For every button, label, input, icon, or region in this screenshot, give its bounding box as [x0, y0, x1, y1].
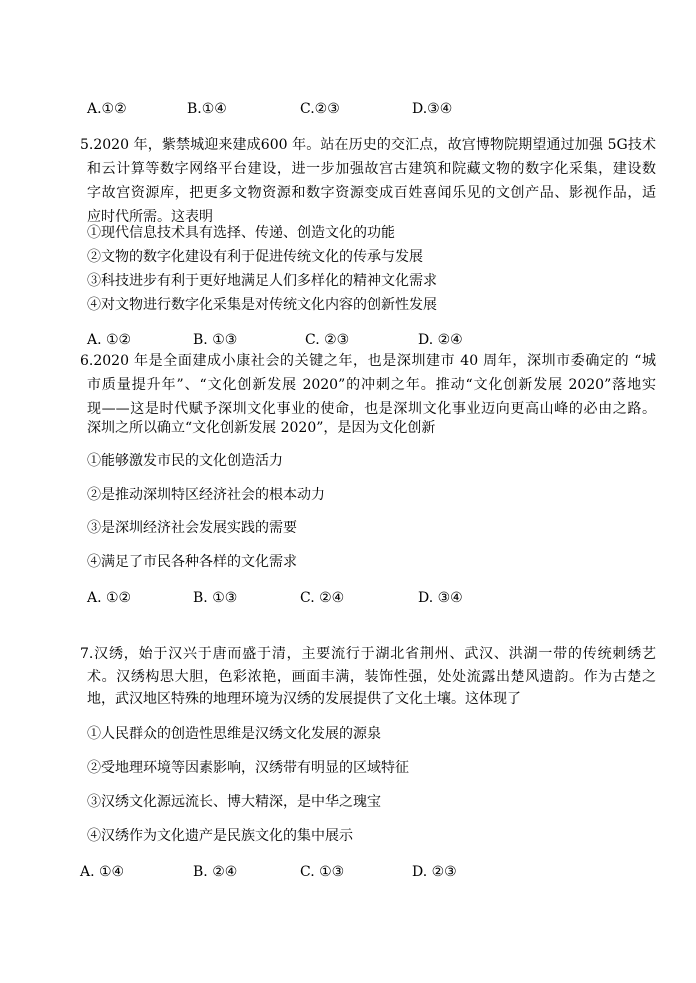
q7-option-b: B. ②④	[193, 864, 238, 880]
q5-statement-3: ③科技进步有利于更好地满足人们多样化的精神文化需求	[87, 273, 437, 289]
q7-option-a: A. ①④	[80, 864, 125, 880]
q7-statement-4: ④汉绣作为文化遗产是民族文化的集中展示	[87, 828, 353, 844]
q6-option-d: D. ③④	[418, 590, 463, 606]
q4-option-d: D.③④	[412, 101, 453, 117]
q6-option-c: C. ②④	[300, 590, 345, 606]
q5-option-a: A. ①②	[87, 332, 132, 348]
q7-stem-line-2: 术。汉绣构思大胆，色彩浓艳，画面丰满，装饰性强，处处流露出楚风遗韵。作为古楚之	[87, 669, 656, 685]
q7-stem-line-1: 7.汉绣，始于汉兴于唐而盛于清，主要流行于湖北省荆州、武汉、洪湖一带的传统刺绣艺	[80, 646, 656, 662]
q6-stem-line-2: 市质量提升年”、“文化创新发展 2020”的冲刺之年。推动“文化创新发展 2020”落地实	[87, 377, 656, 393]
q7-stem-line-3: 地，武汉地区特殊的地理环境为汉绣的发展提供了文化土壤。这体现了	[87, 691, 521, 707]
q4-option-a: A.①②	[87, 101, 127, 117]
q5-stem-line-3: 字故宫资源库，把更多文物资源和数字资源变成百姓喜闻乐见的文创产品、影视作品，适	[87, 185, 656, 201]
q7-option-d: D. ②③	[412, 864, 457, 880]
q6-option-b: B. ①③	[193, 590, 238, 606]
q7-statement-1: ①人民群众的创造性思维是汉绣文化发展的源泉	[87, 726, 381, 742]
q5-stem-line-4: 应时代所需。这表明	[87, 209, 213, 225]
q6-statement-2: ②是推动深圳特区经济社会的根本动力	[87, 487, 325, 503]
q4-option-c: C.②③	[300, 101, 340, 117]
q6-statement-3: ③是深圳经济社会发展实践的需要	[87, 520, 297, 536]
q7-statement-3: ③汉绣文化源远流长、博大精深，是中华之瑰宝	[87, 794, 381, 810]
q5-statement-1: ①现代信息技术具有选择、传递、创造文化的功能	[87, 225, 395, 241]
q6-stem-line-1: 6.2020 年是全面建成小康社会的关键之年，也是深圳建市 40 周年，深圳市委确定的 “城	[80, 353, 656, 369]
q4-option-b: B.①④	[187, 101, 227, 117]
q7-option-c: C. ①③	[300, 864, 345, 880]
q5-option-b: B. ①③	[193, 332, 238, 348]
q5-option-d: D. ②④	[418, 332, 463, 348]
q7-statement-2: ②受地理环境等因素影响，汉绣带有明显的区域特征	[87, 760, 409, 776]
q6-stem-line-4: 深圳之所以确立“文化创新发展 2020”，是因为文化创新	[87, 420, 436, 436]
q5-stem-line-2: 和云计算等数字网络平台建设，进一步加强故宫古建筑和院藏文物的数字化采集，建设数	[87, 161, 656, 177]
q5-statement-2: ②文物的数字化建设有利于促进传统文化的传承与发展	[87, 249, 423, 265]
q6-option-a: A. ①②	[87, 590, 132, 606]
q6-statement-1: ①能够激发市民的文化创造活力	[87, 453, 283, 469]
q5-stem-line-1: 5.2020 年，紫禁城迎来建成600 年。站在历史的交汇点，故宫博物院期望通过加强 5G技术	[80, 137, 656, 153]
q6-stem-line-3: 现——这是时代赋予深圳文化事业的使命，也是深圳文化事业迈向更高山峰的必由之路。	[87, 401, 656, 417]
q5-statement-4: ④对文物进行数字化采集是对传统文化内容的创新性发展	[87, 297, 437, 313]
q6-statement-4: ④满足了市民各种各样的文化需求	[87, 554, 297, 570]
q5-option-c: C. ②③	[305, 332, 350, 348]
